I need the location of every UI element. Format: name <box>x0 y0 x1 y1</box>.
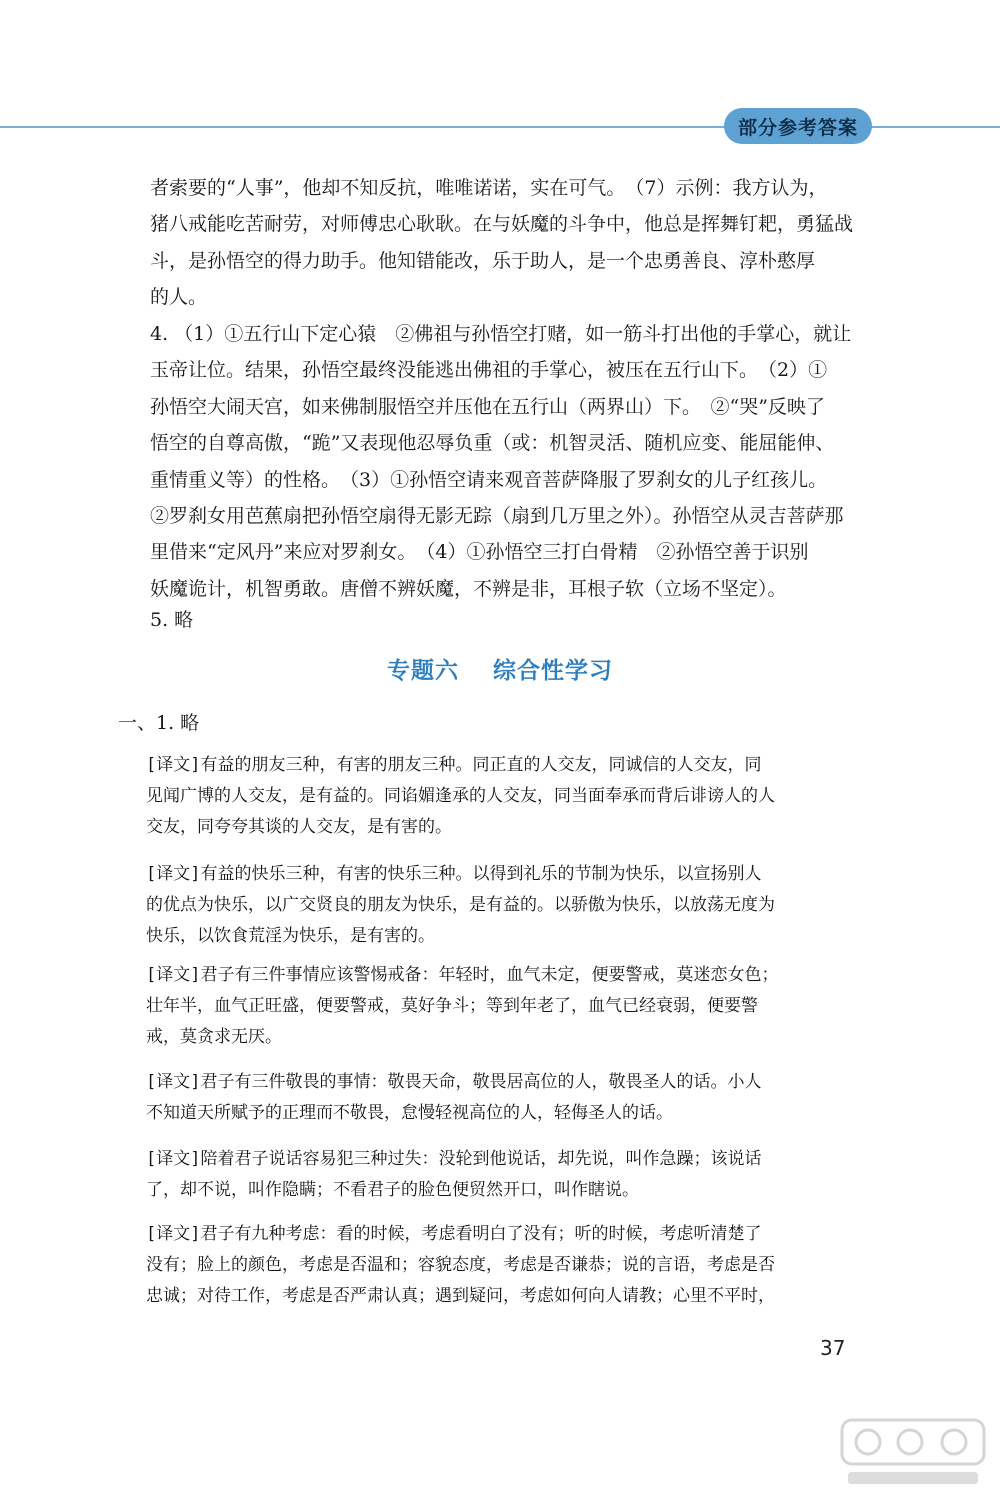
text-line: 不知道天所赋予的正理而不敬畏，怠慢轻视高位的人，轻侮圣人的话。 <box>146 1103 673 1123</box>
text-line: 者索要的“人事”，他却不知反抗，唯唯诺诺，实在可气。 （7）示例：我方认为， <box>150 177 828 199</box>
text-line: 重情重义等）的性格。 （3）①孙悟空请来观音菩萨降服了罗刹女的儿子红孩儿。 <box>150 468 828 491</box>
text-line: 悟空的自尊高傲，“跪”又表现他忍辱负重（或：机智灵活、随机应变、能屈能伸、 <box>150 432 835 455</box>
translation-block <box>146 750 871 843</box>
section-name: 综合性学习 <box>493 658 613 684</box>
text-line: 5. 略 <box>150 609 194 631</box>
text-line: [译文]有益的朋友三种，有害的朋友三种。同正直的人交友，同诚信的人交友，同 <box>146 755 762 775</box>
text-line: 的人。 <box>150 286 208 309</box>
text-line: 戒，莫贪求无厌。 <box>146 1027 282 1047</box>
continuation-paragraph <box>150 170 875 316</box>
translation-block <box>146 1144 871 1206</box>
text-line: 交友，同夸夸其谈的人交友，是有害的。 <box>146 817 452 837</box>
text-line: 快乐，以饮食荒淫为快乐，是有害的。 <box>146 926 435 946</box>
text-line: 妖魔诡计，机智勇敢。唐僧不辨妖魔，不辨是非，耳根子软（立场不坚定）。 <box>150 577 787 600</box>
text-line: 4. （1）①五行山下定心猿 ②佛祖与孙悟空打赌，如一筋斗打出他的手掌心，就让 <box>150 323 852 345</box>
text-line: [译文]陪着君子说话容易犯三种过失：没轮到他说话，却先说，叫作急躁；该说话 <box>146 1149 762 1169</box>
text-line: 孙悟空大闹天宫，如来佛制服悟空并压他在五行山（两界山）下。 ②“哭”反映了 <box>150 395 825 418</box>
text-line: [译文]君子有三件敬畏的事情：敬畏天命，敬畏居高位的人，敬畏圣人的话。小人 <box>146 1072 762 1092</box>
text-line: 斗，是孙悟空的得力助手。他知错能改，乐于助人，是一个忠勇善良、淳朴憨厚 <box>150 249 816 272</box>
text-line: [译文]有益的快乐三种，有害的快乐三种。以得到礼乐的节制为快乐，以宣扬别人 <box>146 864 762 884</box>
text-line: 了，却不说，叫作隐瞒；不看君子的脸色便贸然开口，叫作瞎说。 <box>146 1180 639 1200</box>
translation-block <box>146 1067 871 1129</box>
text-line: 忠诚；对待工作，考虑是否严肃认真；遇到疑问，考虑如何向人请教；心里不平时， <box>146 1286 775 1306</box>
text-line: ②罗刹女用芭蕉扇把孙悟空扇得无影无踪（扇到几万里之外）。孙悟空从灵吉菩萨那 <box>150 504 844 527</box>
translation-block <box>146 960 871 1053</box>
text-line: 没有；脸上的颜色，考虑是否温和；容貌态度，考虑是否谦恭；说的言语，考虑是否 <box>146 1255 775 1275</box>
section-title <box>0 652 1000 685</box>
question-5-answer <box>150 602 875 638</box>
translation-block <box>146 1219 871 1312</box>
text-line: 壮年半，血气正旺盛，便要警戒，莫好争斗；等到年老了，血气已经衰弱，便要警 <box>146 996 758 1016</box>
text-line: [译文]君子有三件事情应该警惕戒备：年轻时，血气未定，便要警戒，莫迷恋女色； <box>146 965 779 985</box>
text-line: 的优点为快乐，以广交贤良的朋友为快乐，是有益的。以骄傲为快乐，以放荡无度为 <box>146 895 775 915</box>
text-line: [译文]君子有九种考虑：看的时候，考虑看明白了没有；听的时候，考虑听清楚了 <box>146 1224 762 1244</box>
text-line: 猪八戒能吃苦耐劳，对师傅忠心耿耿。在与妖魔的斗争中，他总是挥舞钉耙，勇猛战 <box>150 213 854 236</box>
translation-block <box>146 859 871 952</box>
question-4-answer <box>150 316 875 607</box>
text-line: 里借来“定风丹”来应对罗刹女。 （4）①孙悟空三打白骨精 ②孙悟空善于识别 <box>150 541 809 564</box>
text-line: 见闻广博的人交友，是有益的。同谄媚逢承的人交友，同当面奉承而背后诽谤人的人 <box>146 786 775 806</box>
item-one-answer: 一、1. 略 <box>118 712 200 734</box>
text-line: 玉帝让位。结果，孙悟空最终没能逃出佛祖的手掌心，被压在五行山下。 （2）① <box>150 359 828 382</box>
section-header-tag: 部分参考答案 <box>724 108 872 144</box>
page-number: 37 <box>820 1336 846 1360</box>
answer-site-logo-watermark-icon <box>838 1414 988 1490</box>
section-label: 专题六 <box>387 658 459 684</box>
